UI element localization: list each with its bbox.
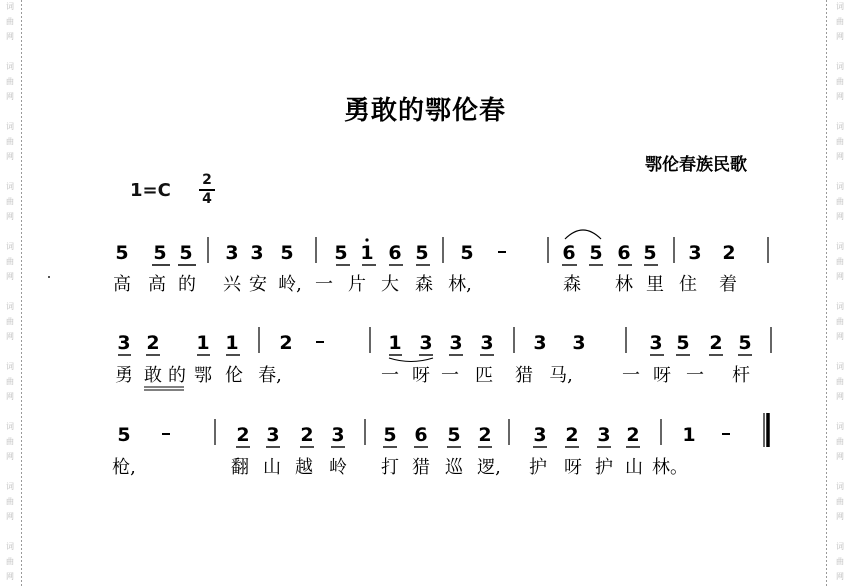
note: 5 [643,242,657,264]
lyric: 高 [148,274,166,295]
watermark-char: 曲 [6,257,14,266]
note: 5 [334,242,348,264]
watermark-char: 曲 [6,497,14,506]
lyric: 枪, [112,457,136,478]
note: 5 [280,242,294,264]
note: 1 [682,424,696,446]
watermark-char: 网 [6,512,14,521]
note: 3 [649,332,663,354]
note: 2 [146,332,160,354]
watermark-char: 词 [836,362,844,371]
note: 3 [533,424,547,446]
watermark-char: 曲 [6,317,14,326]
lyric: 逻, [477,457,501,478]
note: 3 [117,332,131,354]
watermark-char: 网 [836,572,844,581]
note: 5 [179,242,193,264]
note: 5 [447,424,461,446]
lyric: 林。 [652,457,688,478]
slur [565,230,601,239]
watermark-char: 词 [6,2,14,11]
watermark-char: 网 [6,272,14,281]
note: 3 [250,242,264,264]
watermark-char: 曲 [6,137,14,146]
lyric: 巡 [445,457,463,478]
watermark-char: 曲 [836,197,844,206]
watermark-char: 曲 [836,557,844,566]
watermark-char: 网 [6,452,14,461]
note: 3 [688,242,702,264]
lyric: 山 [263,457,281,478]
note: 3 [419,332,433,354]
note: 5 [460,242,474,264]
watermark-char: 网 [836,32,844,41]
note: 2 [236,424,250,446]
watermark-char: 词 [6,362,14,371]
note: 5 [153,242,167,264]
watermark-char: 网 [6,332,14,341]
lyric: 一 [441,365,459,386]
lyric: 大 [381,274,399,295]
note: 3 [533,332,547,354]
watermark-char: 词 [6,242,14,251]
watermark-char: 词 [836,542,844,551]
watermark-char: 网 [836,212,844,221]
lyric: 护 [529,457,547,478]
note: 3 [572,332,586,354]
watermark-char: 曲 [836,257,844,266]
tie [389,358,433,362]
note: 5 [415,242,429,264]
note: 3 [331,424,345,446]
lyric: 鄂 [194,365,212,386]
octave-dot [365,238,368,241]
lyric: 春, [258,365,282,386]
watermark-char: 曲 [6,557,14,566]
lyric: 一 [381,365,399,386]
note: 6 [617,242,631,264]
lyric: 翻 [231,457,249,478]
note: 5 [676,332,690,354]
lyric: 猎 [515,365,533,386]
watermark-char: 网 [6,92,14,101]
watermark-char: 词 [836,242,844,251]
lyric: 林 [615,274,633,295]
watermark-char: 词 [836,182,844,191]
note: 5 [117,424,131,446]
watermark-char: 曲 [836,137,844,146]
note: 5 [738,332,752,354]
lyric: 匹 [475,365,493,386]
watermark-char: 词 [6,302,14,311]
lyric: 的 [168,365,186,386]
lyric: 猎 [412,457,430,478]
note: 1 [388,332,402,354]
lyric: 一 [315,274,333,295]
lyric: 呀 [564,457,582,478]
watermark-char: 词 [6,62,14,71]
time-signature-top: 2 [202,172,212,188]
watermark-char: 词 [836,482,844,491]
key-signature: 1=C [130,180,171,201]
note: 2 [478,424,492,446]
song-title: 勇敢的鄂伦春 [343,96,506,126]
note: 2 [279,332,293,354]
note: 5 [589,242,603,264]
watermark-char: 词 [6,422,14,431]
song-origin: 鄂伦春族民歌 [645,155,747,175]
note: 2 [300,424,314,446]
lyric: 杆 [732,365,750,386]
lyric: 打 [381,457,399,478]
time-signature-bottom: 4 [202,191,212,207]
watermark-char: 网 [836,92,844,101]
lyric: 兴 [223,274,241,295]
watermark-char: 曲 [836,377,844,386]
lyric: 越 [295,457,313,478]
watermark-char: 词 [6,182,14,191]
watermark-char: 曲 [836,497,844,506]
lyric: 马, [549,365,573,386]
note: 2 [626,424,640,446]
lyric: 岭 [329,457,347,478]
lyric: 着 [719,274,737,295]
note: 6 [414,424,428,446]
watermark-char: 网 [836,512,844,521]
watermark-char: 曲 [6,197,14,206]
note: 1 [225,332,239,354]
watermark-char: 网 [6,212,14,221]
watermark-char: 曲 [6,77,14,86]
watermark-char: 词 [836,62,844,71]
note: 1 [196,332,210,354]
note: 3 [480,332,494,354]
watermark-char: 曲 [836,437,844,446]
watermark-char: 网 [836,392,844,401]
lyric: 住 [679,274,697,295]
lyric: 安 [249,274,267,295]
lyric: 里 [646,274,664,295]
note: 6 [388,242,402,264]
watermark-char: 网 [6,32,14,41]
lyric: 一 [622,365,640,386]
note: 2 [565,424,579,446]
note: 3 [225,242,239,264]
lyric: 高 [113,274,131,295]
watermark-char: 词 [836,422,844,431]
watermark-char: 曲 [836,77,844,86]
lyric: 岭, [278,274,302,295]
lyric: 森 [415,274,433,295]
lyric: 的 [178,274,196,295]
watermark-char: 曲 [6,17,14,26]
note: 1 [360,242,374,264]
watermark-char: 词 [6,542,14,551]
watermark-char: 曲 [836,317,844,326]
lyric: 呀 [412,365,430,386]
watermark-char: 词 [836,122,844,131]
watermark-char: 网 [836,332,844,341]
watermark-char: 词 [6,122,14,131]
watermark-char: 网 [836,272,844,281]
note: 5 [115,242,129,264]
note: 3 [597,424,611,446]
watermark-char: 网 [836,452,844,461]
lyric: 片 [348,274,366,295]
lyric: 呀 [653,365,671,386]
watermark-char: 曲 [836,17,844,26]
watermark-char: 词 [6,482,14,491]
lyric: 勇 [115,365,133,386]
lyric: 山 [625,457,643,478]
watermark-char: 网 [836,152,844,161]
note: 2 [722,242,736,264]
watermark-char: 曲 [6,377,14,386]
watermark-char: 网 [6,572,14,581]
watermark-char: 网 [6,392,14,401]
watermark-char: 词 [836,302,844,311]
note: 3 [449,332,463,354]
lyric: 敢 [144,365,162,386]
lyric: 护 [595,457,613,478]
lyric: 森 [563,274,581,295]
note: 5 [383,424,397,446]
lyric: 伦 [225,365,243,386]
lyric: 林, [448,274,472,295]
note: 2 [709,332,723,354]
watermark-char: 曲 [6,437,14,446]
watermark-char: 词 [836,2,844,11]
watermark-char: 网 [6,152,14,161]
lyric: 一 [686,365,704,386]
note: 3 [266,424,280,446]
note: 6 [562,242,576,264]
